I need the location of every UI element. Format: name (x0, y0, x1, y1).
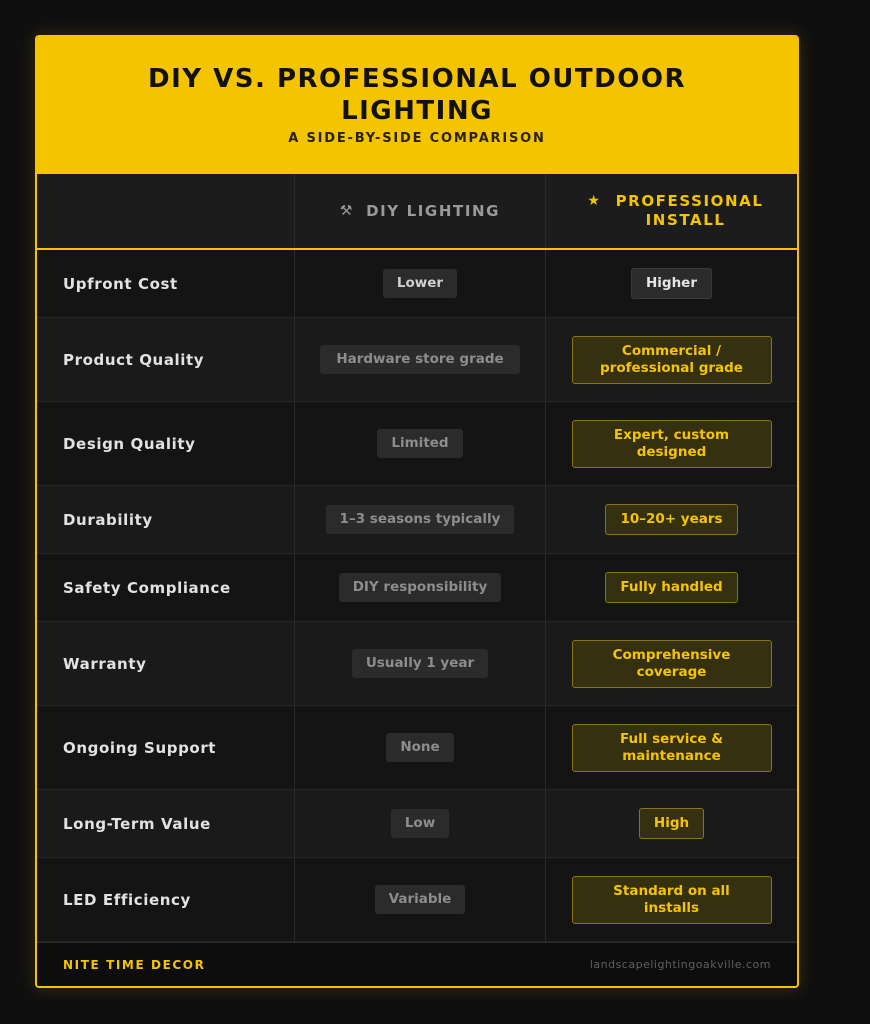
pro-cell (546, 250, 797, 317)
pro-value-badge: High (639, 808, 704, 839)
tools-icon: ⚒ (339, 203, 355, 219)
table-row (37, 790, 797, 858)
pro-value-badge: Fully handled (605, 572, 737, 603)
pro-value-badge: 10–20+ years (605, 504, 737, 535)
row-label: Long-Term Value (37, 790, 295, 857)
footer (37, 942, 797, 986)
diy-value-badge: Hardware store grade (320, 345, 520, 374)
diy-value-badge: Lower (383, 269, 457, 298)
comparison-table-body (37, 250, 797, 942)
row-label: Durability (37, 486, 295, 553)
page-subtitle: A SIDE-BY-SIDE COMPARISON (288, 131, 546, 146)
diy-cell (295, 622, 546, 705)
pro-value-badge: Commercial / professional grade (572, 336, 772, 384)
comparison-card (35, 35, 799, 988)
column-header-pro-label: PROFESSIONAL INSTALL (615, 192, 764, 229)
pro-cell (546, 486, 797, 553)
brand-name: NITE TIME DECOR (63, 957, 206, 972)
row-label: Upfront Cost (37, 250, 295, 317)
pro-cell (546, 318, 797, 401)
row-label: LED Efficiency (37, 858, 295, 941)
table-row (37, 402, 797, 486)
diy-cell (295, 318, 546, 401)
table-row (37, 486, 797, 554)
table-row (37, 706, 797, 790)
column-header-diy (295, 174, 546, 248)
website-url[interactable]: landscapelightingoakville.com (589, 958, 771, 971)
pro-cell (546, 402, 797, 485)
diy-value-badge: Low (391, 809, 449, 838)
diy-cell (295, 554, 546, 621)
diy-cell (295, 250, 546, 317)
diy-cell (295, 706, 546, 789)
diy-value-badge: Variable (375, 885, 466, 914)
pro-cell (546, 858, 797, 941)
diy-value-badge: Limited (377, 429, 462, 458)
diy-cell (295, 790, 546, 857)
diy-cell (295, 858, 546, 941)
row-label: Product Quality (37, 318, 295, 401)
diy-cell (295, 486, 546, 553)
diy-value-badge: DIY responsibility (339, 573, 502, 602)
table-row (37, 858, 797, 942)
diy-cell (295, 402, 546, 485)
pro-cell (546, 790, 797, 857)
page-title: DIY VS. PROFESSIONAL OUTDOOR LIGHTING (148, 64, 686, 126)
header-empty-cell (37, 174, 295, 248)
header-banner (37, 37, 797, 174)
pro-cell (546, 622, 797, 705)
diy-value-badge: Usually 1 year (352, 649, 488, 678)
pro-value-badge: Higher (631, 268, 712, 299)
row-label: Safety Compliance (37, 554, 295, 621)
pro-value-badge: Full service & maintenance (572, 724, 772, 772)
pro-cell (546, 554, 797, 621)
diy-value-badge: None (386, 733, 453, 762)
diy-value-badge: 1–3 seasons typically (326, 505, 515, 534)
pro-value-badge: Comprehensive coverage (572, 640, 772, 688)
table-header (37, 174, 797, 250)
table-row (37, 554, 797, 622)
table-row (37, 622, 797, 706)
pro-value-badge: Expert, custom designed (572, 420, 772, 468)
star-icon: ★ (587, 193, 602, 209)
pro-cell (546, 706, 797, 789)
column-header-pro (546, 174, 797, 248)
pro-value-badge: Standard on all installs (572, 876, 772, 924)
column-header-diy-label: DIY LIGHTING (366, 202, 501, 220)
table-row (37, 250, 797, 318)
row-label: Design Quality (37, 402, 295, 485)
row-label: Ongoing Support (37, 706, 295, 789)
row-label: Warranty (37, 622, 295, 705)
table-row (37, 318, 797, 402)
